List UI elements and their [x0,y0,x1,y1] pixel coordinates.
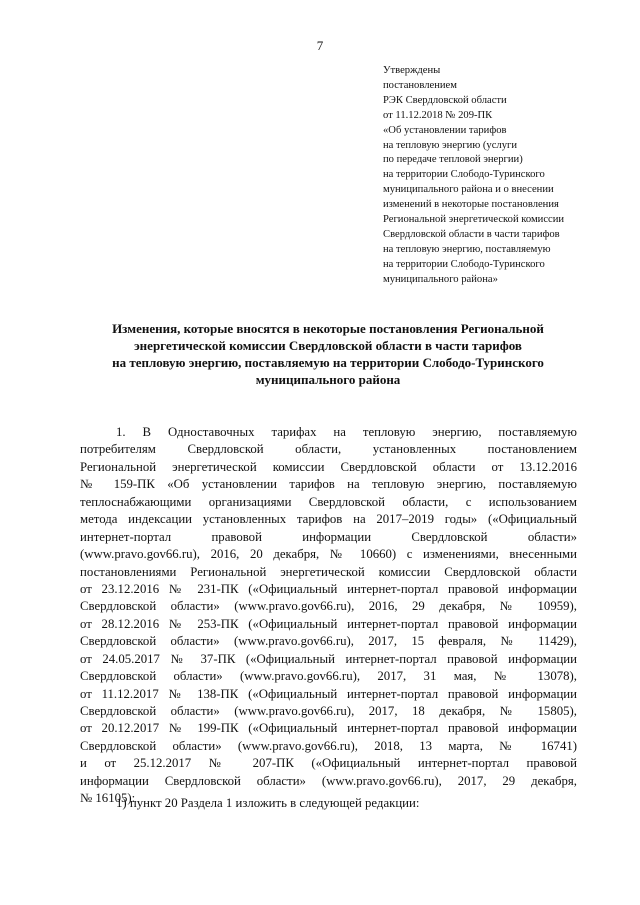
approval-line: «Об установлении тарифов [383,124,507,136]
paragraph-line: информации Свердловской области» (www.pravo.gov66.ru), 2017, 29 декабря, [80,773,577,788]
paragraph-line: от 23.12.2016 № 231-ПК («Официальный интернет-портал правовой информации [80,581,577,596]
approval-line: РЭК Свердловской области [383,94,507,106]
approval-line: на территории Слободо-Туринского [383,169,545,181]
approval-line: Утверждены [383,65,441,76]
paragraph-line: Региональной энергетической комиссии Свердловской области от 13.12.2016 [80,459,577,474]
title-line: на тепловую энергию, поставляемую на территории Слободо-Туринского [112,355,544,370]
title-line: муниципального района [255,372,401,387]
approval-line: муниципального района» [383,273,498,285]
paragraph-line: № 16105): [80,791,136,806]
paragraph-line: метода индексации установленных тарифов на 2017–2019 годы» («Официальный [80,512,577,527]
approval-line: постановлением [383,79,457,91]
paragraph-line: (www.pravo.gov66.ru), 2016, 20 декабря, № 10660) с изменениями, внесенными [80,547,577,562]
subitem-line: 1) пункт 20 Раздела 1 изложить в следующей редакции: [116,796,420,810]
page-number: 7 [316,38,324,53]
approval-block [383,64,633,288]
paragraph-line: от 28.12.2016 № 253-ПК («Официальный интернет-портал правовой информации [80,616,577,631]
approval-line: на тепловую энергию, поставляемую [383,243,551,255]
approval-line: изменений в некоторые постановления [383,199,559,211]
main-paragraph [80,424,577,808]
paragraph-line: Свердловской области» (www.pravo.gov66.ru), 2016, 29 декабря, № 10959), [80,599,577,614]
paragraph-line: 1. В Одноставочных тарифах на тепловую энергию, поставляемую [116,425,577,439]
approval-line: Региональной энергетической комиссии [383,214,565,226]
paragraph-line: Свердловской области» (www.pravo.gov66.ru), 2018, 13 марта, № 16741) [80,738,577,753]
document-title [78,320,578,388]
paragraph-line: постановлениями Региональной энергетической комиссии Свердловской области [80,564,577,579]
paragraph-line: от 20.12.2017 № 199-ПК («Официальный интернет-портал правовой информации [80,721,577,736]
approval-line: муниципального района и о внесении [383,184,554,196]
approval-line: на территории Слободо-Туринского [383,258,545,270]
approval-line: по передаче тепловой энергии) [383,154,523,166]
paragraph-line: от 24.05.2017 № 37-ПК («Официальный интернет-портал правовой информации [80,651,577,666]
paragraph-line: Свердловской области» (www.pravo.gov66.ru), 2017, 18 декабря, № 15805), [80,704,577,718]
paragraph-line: теплоснабжающими организациями Свердловской области, с использованием [80,494,577,509]
approval-line: от 11.12.2018 № 209-ПК [383,109,493,121]
paragraph-line: потребителям Свердловской области, установленных постановлением [80,442,577,457]
paragraph-line: № 159-ПК «Об установлении тарифов на тепловую энергию, поставляемую [80,477,577,492]
paragraph-line: и от 25.12.2017 № 207-ПК («Официальный интернет-портал правовой [80,756,577,771]
approval-line: на тепловую энергию (услуги [383,139,518,151]
paragraph-line: Свердловской области» (www.pravo.gov66.ru), 2017, 31 мая, № 13078), [80,669,577,684]
approval-line: Свердловской области в части тарифов [383,228,560,240]
paragraph-line: от 11.12.2017 № 138-ПК («Официальный интернет-портал правовой информации [80,686,577,701]
title-line: Изменения, которые вносятся в некоторые постановления Региональной [112,321,544,336]
paragraph-line: Свердловской области» (www.pravo.gov66.ru), 2017, 15 февраля, № 11429), [80,634,577,649]
title-line: энергетической комиссии Свердловской области в части тарифов [134,338,522,353]
paragraph-line: интернет-портал правовой информации Свердловской области» [80,529,577,544]
